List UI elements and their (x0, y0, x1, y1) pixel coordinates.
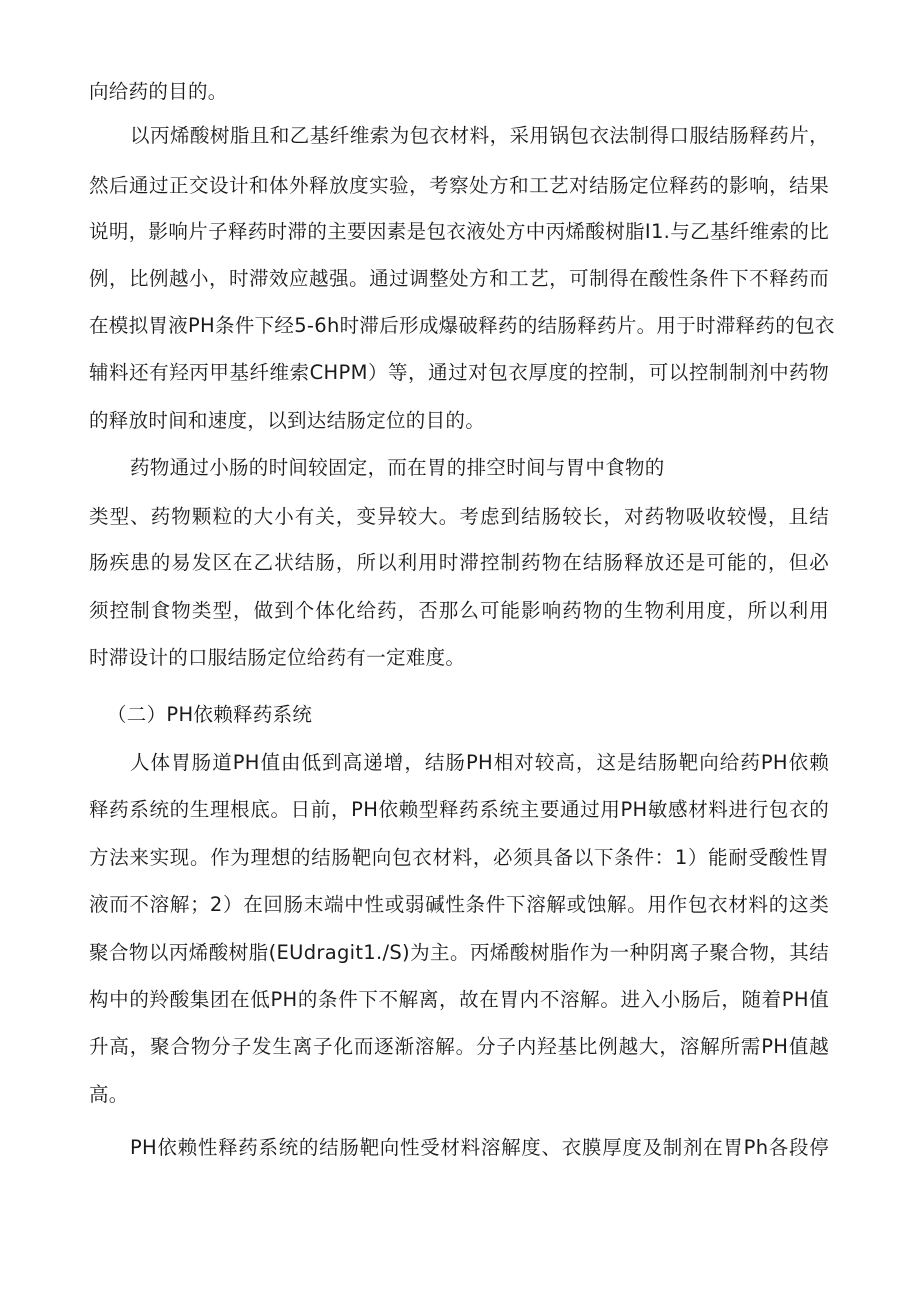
text-line: 的释放时间和速度，以到达结肠定位的目的。 (89, 409, 486, 432)
text-line: 液而不溶解；2）在回肠末端中性或弱碱性条件下溶解或蚀解。用作包衣材料的这类 (89, 893, 829, 916)
text-line: 类型、药物颗粒的大小有关，变异较大。考虑到结肠较长，对药物吸收较慢，且结 (89, 505, 829, 528)
section-heading: （二）PH依赖释药系统 (107, 703, 313, 726)
paragraph-start: PH依赖性释药系统的结肠靶向性受材料溶解度、衣膜厚度及制剂在胃Ph各段停 (130, 1136, 829, 1159)
text-line: 构中的羚酸集团在低PH的条件下不解离，故在胃内不溶解。进入小肠后，随着PH值 (89, 988, 829, 1011)
text-line: 高。 (89, 1083, 129, 1106)
text-line: 例，比例越小，时滞效应越强。通过调整处方和工艺，可制得在酸性条件下不释药而 (89, 267, 829, 290)
text-line: 聚合物以丙烯酸树脂(EUdragit1./S)为主。丙烯酸树脂作为一种阴离子聚合物，其结 (89, 941, 829, 964)
text-line: 向给药的目的。 (89, 80, 228, 103)
text-line: 升高，聚合物分子发生离子化而逐渐溶解。分子内羟基比例越大，溶解所需PH值越 (89, 1035, 829, 1058)
paragraph-start: 以丙烯酸树脂且和乙基纤维索为包衣材料，采用锅包衣法制得口服结肠释药片， (130, 124, 829, 147)
paragraph-start: 人体胃肠道PH值由低到高递增，结肠PH相对较高，这是结肠靶向给药PH依赖 (130, 751, 829, 774)
text-line: 肠疾患的易发区在乙状结肠，所以利用时滞控制药物在结肠释放还是可能的，但必 (89, 551, 829, 574)
text-line: 时滞设计的口服结肠定位给药有一定难度。 (89, 646, 466, 669)
text-line: 在模拟胃液PH条件下经5-6h时滞后形成爆破释药的结肠释药片。用于时滞释药的包衣 (89, 314, 835, 337)
text-line: 方法来实现。作为理想的结肠靶向包衣材料，必须具备以下条件：1）能耐受酸性胃 (89, 846, 829, 869)
text-line: 辅料还有羟丙甲基纤维索CHPM）等，通过对包衣厚度的控制，可以控制制剂中药物 (89, 361, 829, 384)
text-line: 须控制食物类型，做到个体化给药，否那么可能影响药物的生物利用度，所以利用 (89, 599, 829, 622)
paragraph-start: 药物通过小肠的时间较固定，而在胃的排空时间与胃中食物的 (130, 456, 665, 479)
text-line: 释药系统的生理根底。日前，PH依赖型释药系统主要通过用PH敏感材料进行包衣的 (89, 798, 829, 821)
text-line: 然后通过正交设计和体外释放度实验，考察处方和工艺对结肠定位释药的影响，结果 (89, 174, 829, 197)
text-line: 说明，影响片子释药时滞的主要因素是包衣液处方中丙烯酸树脂I1.与乙基纤维索的比 (89, 220, 829, 243)
